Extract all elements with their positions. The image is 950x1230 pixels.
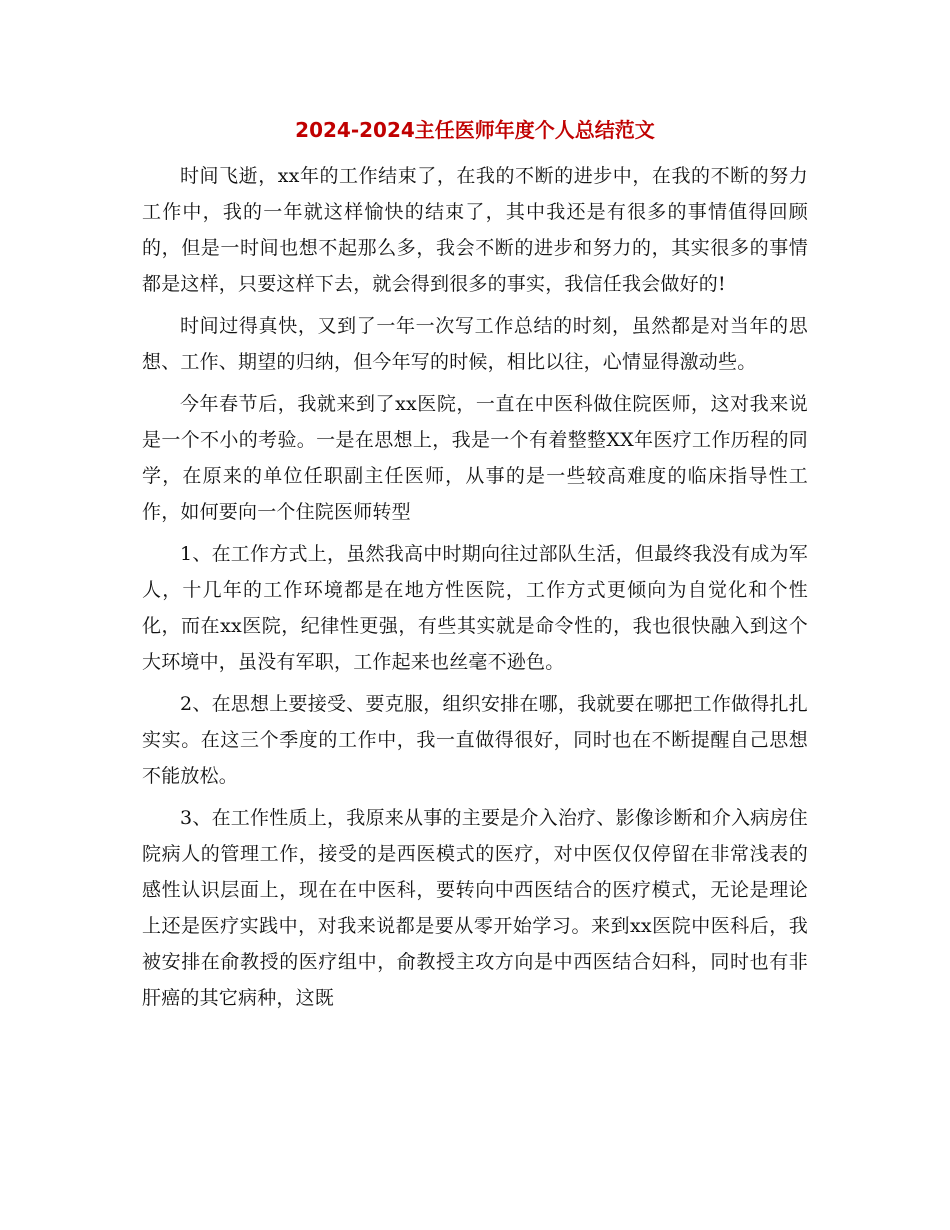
document-title: 2024-2024主任医师年度个人总结范文	[295, 118, 655, 142]
paragraph: 2、在思想上要接受、要克服，组织安排在哪，我就要在哪把工作做得扎扎实实。在这三个季度的工作中，我一直做得很好，同时也在不断提醒自己思想不能放松。	[142, 693, 808, 787]
paragraph: 今年春节后，我就来到了xx医院，一直在中医科做住院医师，这对我来说是一个不小的考验。一是在思想上，我是一个有着整整XX年医疗工作历程的同学，在原来的单位任职副主任医师，从事的是一些较高难度的临床指导性工作，如何要向一个住院医师转型	[142, 393, 808, 523]
paragraph: 1、在工作方式上，虽然我高中时期向往过部队生活，但最终我没有成为军人，十几年的工作环境都是在地方性医院，工作方式更倾向为自觉化和个性化，而在xx医院，纪律性更强，有些其实就是命令性的，我也很快融入到这个大环境中，虽没有军职，工作起来也丝毫不逊色。	[142, 543, 808, 673]
paragraph: 时间过得真快，又到了一年一次写工作总结的时刻，虽然都是对当年的思想、工作、期望的归纳，但今年写的时候，相比以往，心情显得激动些。	[142, 315, 808, 373]
document-body	[142, 158, 808, 1022]
paragraph: 时间飞逝，xx年的工作结束了，在我的不断的进步中，在我的不断的努力工作中，我的一年就这样愉快的结束了，其中我还是有很多的事情值得回顾的，但是一时间也想不起那么多，我会不断的进步和努力的，其实很多的事情都是这样，只要这样下去，就会得到很多的事实，我信任我会做好的!	[142, 165, 808, 295]
paragraph: 3、在工作性质上，我原来从事的主要是介入治疗、影像诊断和介入病房住院病人的管理工作，接受的是西医模式的医疗，对中医仅仅停留在非常浅表的感性认识层面上，现在在中医科，要转向中西医结合的医疗模式，无论是理论上还是医疗实践中，对我来说都是要从零开始学习。来到xx医院中医科后，我被安排在俞教授的医疗组中，俞教授主攻方向是中西医结合妇科，同时也有非肝癌的其它病种，这既	[142, 807, 808, 1009]
